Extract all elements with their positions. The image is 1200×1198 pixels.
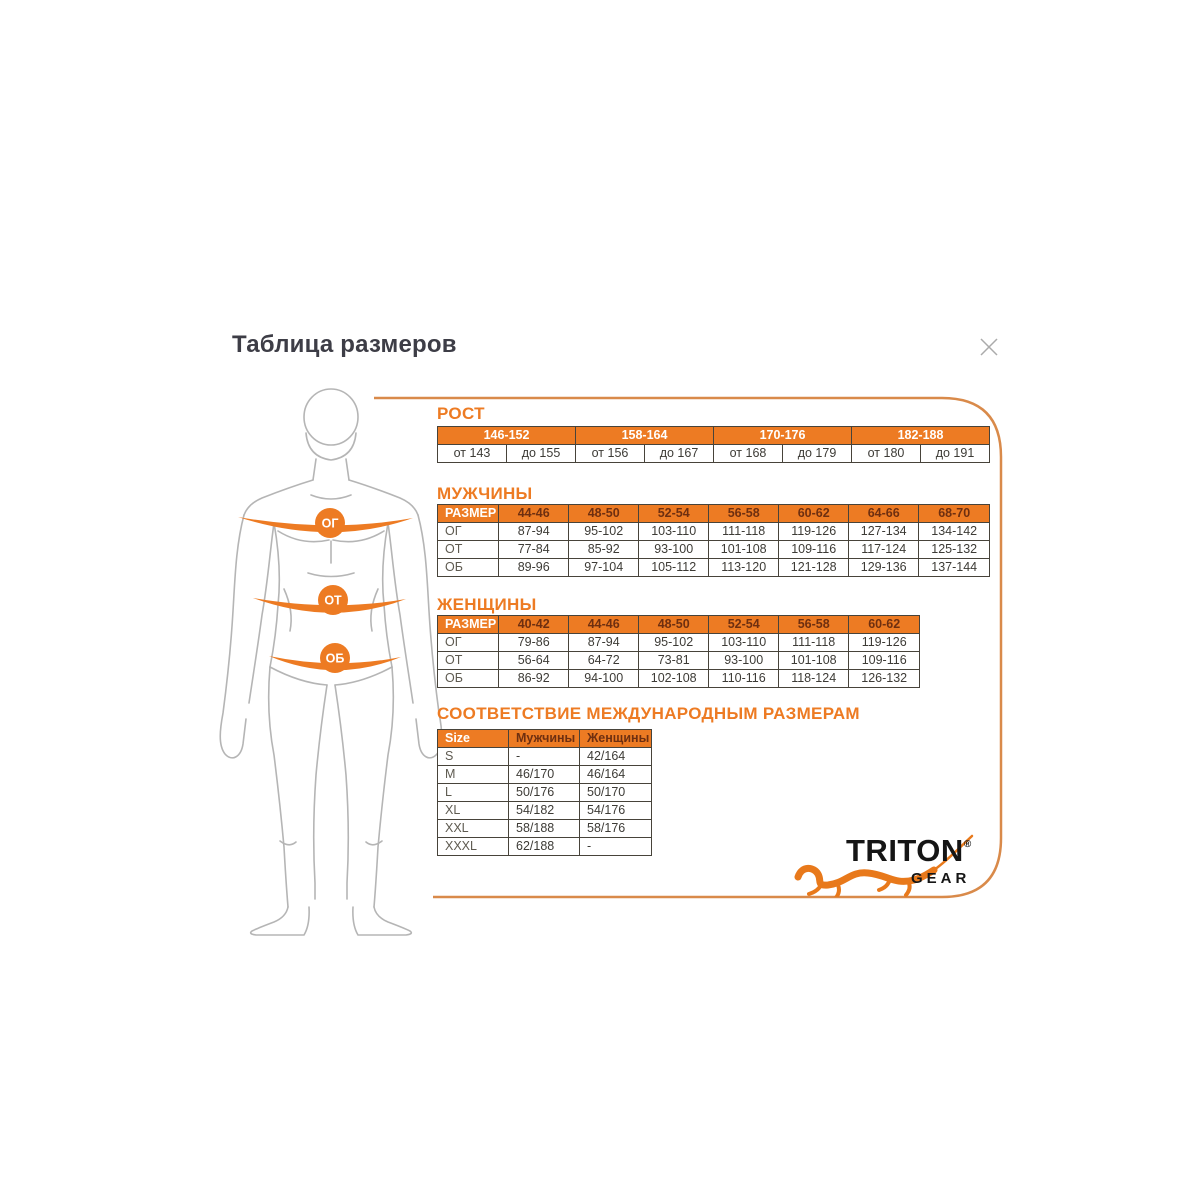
- table-cell: 87-94: [569, 634, 639, 652]
- header-cell: 170-176: [714, 427, 852, 445]
- table-cell: 110-116: [709, 670, 779, 688]
- table-cell: 137-144: [919, 559, 990, 577]
- header-cell: Мужчины: [509, 730, 580, 748]
- brand-logo: [792, 833, 1004, 897]
- hip-badge-label: ОБ: [325, 651, 345, 666]
- height-table: [437, 426, 990, 463]
- header-cell: 44-46: [569, 616, 639, 634]
- table-cell: 94-100: [569, 670, 639, 688]
- table-cell: XXL: [438, 820, 509, 838]
- table-cell: 89-96: [499, 559, 569, 577]
- table-cell: -: [580, 838, 652, 856]
- table-cell: 134-142: [919, 523, 990, 541]
- waist-badge-label: ОТ: [324, 593, 342, 608]
- table-cell: до 179: [783, 445, 852, 463]
- table-cell: 101-108: [779, 652, 849, 670]
- header-cell: 60-62: [849, 616, 920, 634]
- table-cell: 95-102: [639, 634, 709, 652]
- header-cell: 64-66: [849, 505, 919, 523]
- header-cell: 48-50: [569, 505, 639, 523]
- table-cell: 85-92: [569, 541, 639, 559]
- table-cell: от 143: [438, 445, 507, 463]
- header-cell: 48-50: [639, 616, 709, 634]
- header-cell: Size: [438, 730, 509, 748]
- header-cell: 146-152: [438, 427, 576, 445]
- header-cell: 68-70: [919, 505, 990, 523]
- figure-illustration: [210, 383, 450, 943]
- women-sizes-table: [437, 615, 920, 688]
- table-cell: до 155: [507, 445, 576, 463]
- header-cell: Женщины: [580, 730, 652, 748]
- table-cell: 126-132: [849, 670, 920, 688]
- table-cell: 103-110: [709, 634, 779, 652]
- table-cell: от 156: [576, 445, 645, 463]
- header-cell: 40-42: [499, 616, 569, 634]
- table-cell: до 167: [645, 445, 714, 463]
- table-cell: 102-108: [639, 670, 709, 688]
- header-cell: 56-58: [779, 616, 849, 634]
- table-cell: ОГ: [438, 634, 499, 652]
- registered-mark: ®: [963, 839, 972, 850]
- table-cell: 109-116: [779, 541, 849, 559]
- table-cell: 79-86: [499, 634, 569, 652]
- table-cell: 119-126: [779, 523, 849, 541]
- table-cell: 121-128: [779, 559, 849, 577]
- women-section-title: ЖЕНЩИНЫ: [437, 595, 537, 614]
- table-cell: 101-108: [709, 541, 779, 559]
- table-cell: 87-94: [499, 523, 569, 541]
- rost-section-title: РОСТ: [437, 404, 485, 423]
- table-cell: 127-134: [849, 523, 919, 541]
- table-cell: 54/176: [580, 802, 652, 820]
- table-cell: 97-104: [569, 559, 639, 577]
- table-cell: -: [509, 748, 580, 766]
- table-cell: XXXL: [438, 838, 509, 856]
- table-cell: 111-118: [709, 523, 779, 541]
- table-cell: от 168: [714, 445, 783, 463]
- table-cell: 118-124: [779, 670, 849, 688]
- header-cell: РАЗМЕР: [438, 616, 499, 634]
- table-cell: S: [438, 748, 509, 766]
- logo-brand-text: TRITON®: [846, 833, 972, 868]
- table-cell: 50/170: [580, 784, 652, 802]
- table-cell: ОГ: [438, 523, 499, 541]
- men-section-title: МУЖЧИНЫ: [437, 484, 533, 503]
- table-cell: ОБ: [438, 559, 499, 577]
- table-cell: 56-64: [499, 652, 569, 670]
- table-cell: 105-112: [639, 559, 709, 577]
- table-cell: 117-124: [849, 541, 919, 559]
- table-cell: 103-110: [639, 523, 709, 541]
- header-cell: 44-46: [499, 505, 569, 523]
- table-cell: 111-118: [779, 634, 849, 652]
- table-cell: 125-132: [919, 541, 990, 559]
- table-cell: XL: [438, 802, 509, 820]
- table-cell: 46/164: [580, 766, 652, 784]
- table-cell: 119-126: [849, 634, 920, 652]
- header-cell: 158-164: [576, 427, 714, 445]
- table-cell: 62/188: [509, 838, 580, 856]
- header-cell: 182-188: [852, 427, 990, 445]
- table-cell: ОТ: [438, 652, 499, 670]
- table-cell: 113-120: [709, 559, 779, 577]
- table-cell: 95-102: [569, 523, 639, 541]
- intl-section-title: СООТВЕТСТВИЕ МЕЖДУНАРОДНЫМ РАЗМЕРАМ: [437, 704, 860, 723]
- table-cell: 93-100: [639, 541, 709, 559]
- table-cell: 50/176: [509, 784, 580, 802]
- table-cell: 64-72: [569, 652, 639, 670]
- table-cell: M: [438, 766, 509, 784]
- logo-sub-text: GEAR: [911, 870, 971, 887]
- table-cell: L: [438, 784, 509, 802]
- table-cell: 58/176: [580, 820, 652, 838]
- header-cell: 56-58: [709, 505, 779, 523]
- table-cell: 54/182: [509, 802, 580, 820]
- header-cell: РАЗМЕР: [438, 505, 499, 523]
- men-sizes-table: [437, 504, 990, 577]
- table-cell: от 180: [852, 445, 921, 463]
- header-cell: 52-54: [639, 505, 709, 523]
- table-cell: 109-116: [849, 652, 920, 670]
- intl-sizes-table: [437, 729, 652, 856]
- table-cell: 77-84: [499, 541, 569, 559]
- table-cell: 93-100: [709, 652, 779, 670]
- table-cell: ОБ: [438, 670, 499, 688]
- header-cell: 52-54: [709, 616, 779, 634]
- table-cell: 86-92: [499, 670, 569, 688]
- chest-badge-label: ОГ: [321, 516, 339, 531]
- table-cell: ОТ: [438, 541, 499, 559]
- header-cell: 60-62: [779, 505, 849, 523]
- table-cell: 42/164: [580, 748, 652, 766]
- table-cell: до 191: [921, 445, 990, 463]
- page-title: Таблица размеров: [232, 331, 457, 358]
- table-cell: 129-136: [849, 559, 919, 577]
- table-cell: 58/188: [509, 820, 580, 838]
- table-cell: 73-81: [639, 652, 709, 670]
- table-cell: 46/170: [509, 766, 580, 784]
